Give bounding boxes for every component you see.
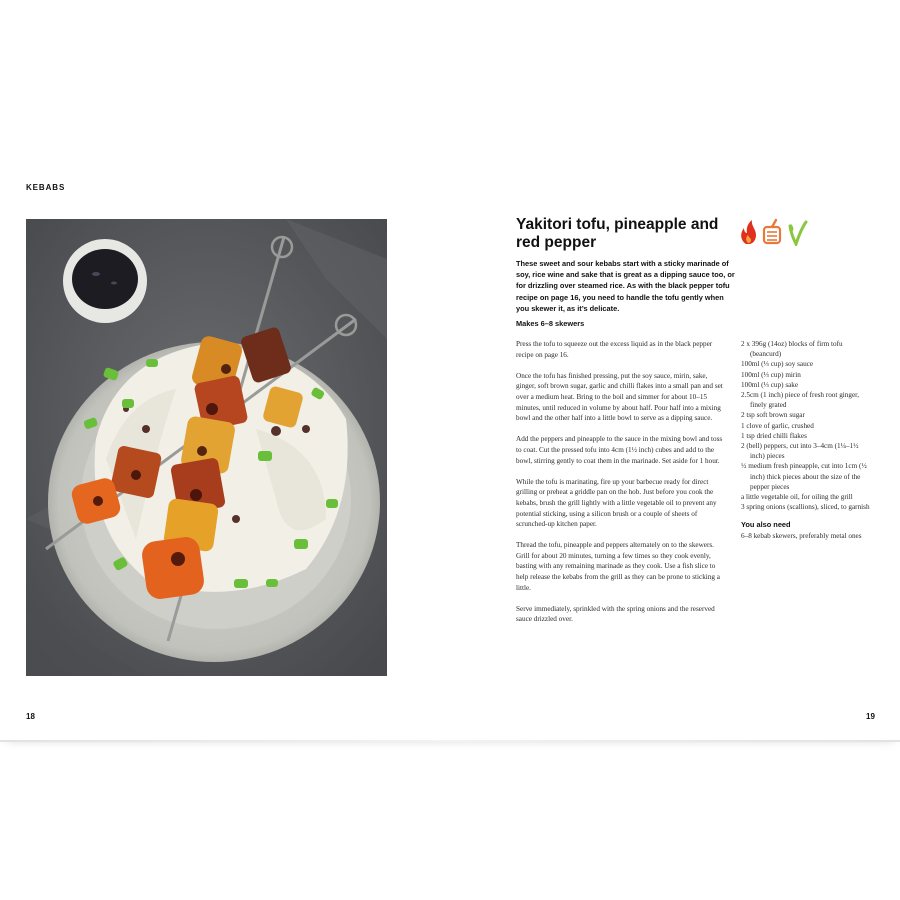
ingredient: 2 tsp soft brown sugar (741, 411, 805, 420)
recipe-yield: Makes 6–8 skewers (516, 319, 585, 328)
method-steps (516, 339, 728, 636)
ingredient: 2.5cm (1 inch) piece of fresh root ginger, finely grated (741, 391, 860, 410)
method-step: While the tofu is marinating, fire up your barbecue ready for direct grilling or preheat a griddle pan on the hob. Just before you cook the kebabs, brush the grill lightly with a little vegetable oil to prevent any potential sticking, using a silicon brush or a couple of sheets of scrunched-up kitchen paper. (516, 477, 717, 529)
page-number-right: 19 (866, 712, 875, 721)
ingredient: a little vegetable oil, for oiling the grill (741, 493, 853, 502)
equipment-item: 6–8 kebab skewers, preferably metal ones (741, 531, 862, 540)
flame-icon (741, 220, 756, 244)
method-step: Press the tofu to squeeze out the excess liquid as in the black pepper recipe on page 16. (516, 340, 713, 359)
method-step: Thread the tofu, pineapple and peppers alternately on to the skewers. Grill for about 20 minutes, turning a few times so they cook evenly, basting with any remaining marinade as they cook. Use a fish slice to help release the kebabs from the grill as they can be prone to sticking a little. (516, 541, 720, 592)
grill-icon (764, 220, 780, 243)
method-step: Serve immediately, sprinkled with the spring onions and the reserved sauce drizzled over. (516, 604, 715, 624)
ingredient: 100ml (⅓ cup) sake (741, 380, 799, 389)
ingredient: 2 x 396g (14oz) blocks of firm tofu (beancurd) (741, 340, 843, 359)
book-spread (0, 160, 900, 740)
ingredient: 100ml (⅓ cup) soy sauce (741, 360, 814, 369)
recipe-intro: These sweet and sour kebabs start with a sticky marinade of soy, rice wine and sake that is great as a dipping sauce too, or for drizzling over steamed rice. As with the black pepper tofu recipe on page 16, you need to handle the tofu gently when you skewer it, as it’s delicate. (516, 259, 735, 313)
method-step: Once the tofu has finished pressing, put the soy sauce, mirin, sake, ginger, soft brown sugar, garlic and chilli flakes into a small pan and set over a medium heat. Bring to the boil and simmer for about 10–15 minutes, until reduced in volume by about half. Pour half into a mixing bowl and the other half into a little bowl to serve as a dipping sauce. (516, 371, 723, 423)
ingredient: 1 clove of garlic, crushed (741, 421, 814, 430)
ingredient: 1 tsp dried chilli flakes (741, 431, 807, 440)
food-photo (26, 219, 387, 676)
ingredient: 100ml (⅓ cup) mirin (741, 370, 801, 379)
ingredient: 3 spring onions (scallions), sliced, to garnish (741, 503, 870, 512)
ingredients-list (741, 339, 871, 541)
section-label: KEBABS (26, 183, 66, 192)
recipe-title: Yakitori tofu, pineapple and red pepper (516, 216, 719, 251)
dietary-icons (738, 218, 808, 246)
ingredient: ½ medium fresh pineapple, cut into 1cm (½ inch) thick pieces about the size of the pepper pieces (741, 462, 867, 491)
page-number-left: 18 (26, 712, 35, 721)
method-step: Add the peppers and pineapple to the sauce in the mixing bowl and toss to coat. Cut the pressed tofu into 4cm (1½ inch) cubes and add to the bowl, stirring gently to coat them in the marinade. Set aside for 1 hour. (516, 435, 723, 465)
sauce-bowl (63, 239, 147, 323)
also-need-heading: You also need (741, 520, 791, 530)
vegan-leaf-icon (789, 222, 806, 244)
ingredient: 2 (bell) peppers, cut into 3–4cm (1¼–1½ inch) pieces (741, 442, 859, 461)
